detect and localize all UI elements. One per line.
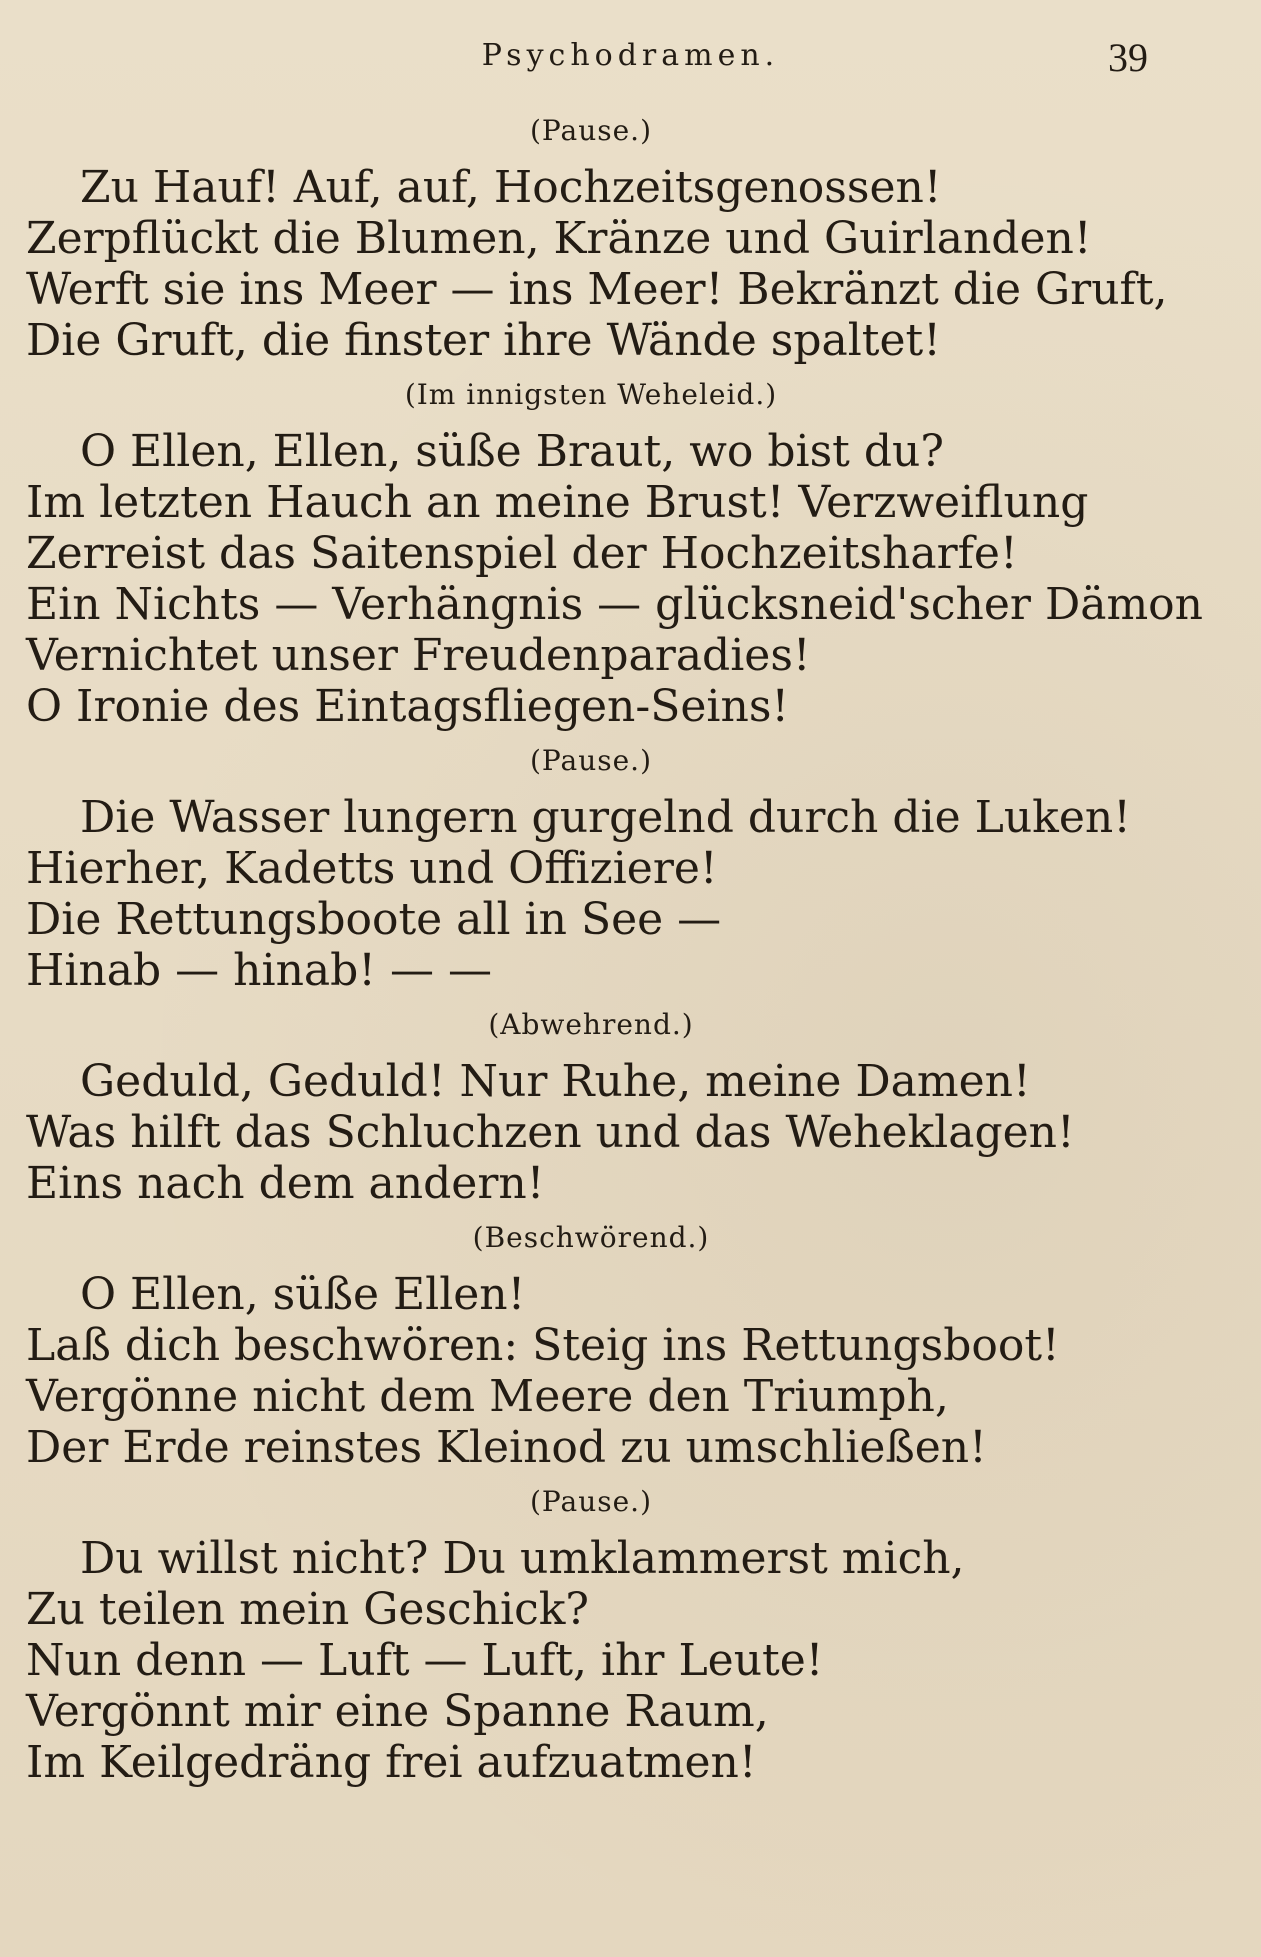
- verse-line: Nun denn — Luft — Luft, ihr Leute!: [26, 1635, 824, 1686]
- page-number: 39: [1108, 35, 1148, 80]
- verse-line: Geduld, Geduld! Nur Ruhe, meine Damen!: [80, 1056, 1031, 1107]
- verse-line: Du willst nicht? Du umklammerst mich,: [80, 1533, 965, 1584]
- stage-direction: (Pause.): [530, 114, 652, 147]
- stage-direction: (Abwehrend.): [488, 1008, 694, 1041]
- verse-line: Der Erde reinstes Kleinod zu umschließen!: [26, 1422, 987, 1473]
- verse-line: Im letzten Hauch an meine Brust! Verzweiflung: [26, 477, 1089, 528]
- verse-line: Hierher, Kadetts und Offiziere!: [26, 843, 718, 894]
- verse-block: [26, 792, 1156, 996]
- stage-direction: (Im innigsten Weheleid.): [404, 378, 778, 411]
- running-head: Psychodramen.: [481, 38, 780, 73]
- verse-block: [26, 1056, 1156, 1209]
- stage-direction: (Pause.): [530, 1485, 652, 1518]
- verse-block: [26, 426, 1203, 732]
- verse-line: Die Rettungsboote all in See —: [26, 894, 722, 945]
- verse-line: Die Wasser lungern gurgelnd durch die Luken!: [80, 792, 1131, 843]
- verse-line: O Ellen, Ellen, süße Braut, wo bist du?: [80, 426, 944, 477]
- text-body: [26, 112, 1203, 1800]
- verse-line: Zerpflückt die Blumen, Kränze und Guirlanden!: [26, 213, 1092, 264]
- stage-direction: (Beschwörend.): [472, 1221, 710, 1254]
- verse-line: Was hilft das Schluchzen und das Weheklagen!: [26, 1107, 1075, 1158]
- stage-direction: (Pause.): [530, 744, 652, 777]
- verse-line: O Ellen, süße Ellen!: [80, 1269, 526, 1320]
- verse-line: Werft sie ins Meer — ins Meer! Bekränzt die Gruft,: [26, 264, 1168, 315]
- verse-block: [26, 162, 1168, 366]
- verse-line: Die Gruft, die finster ihre Wände spaltet!: [26, 315, 941, 366]
- page-header: [0, 35, 1261, 88]
- verse-block: [26, 1533, 1156, 1788]
- verse-line: Ein Nichts — Verhängnis — glücksneid'scher Dämon: [26, 579, 1203, 630]
- verse-line: Zerreist das Saitenspiel der Hochzeitsharfe!: [26, 528, 1018, 579]
- verse-line: Zu teilen mein Geschick?: [26, 1584, 589, 1635]
- verse-line: Eins nach dem andern!: [26, 1158, 545, 1209]
- verse-line: Vergönnt mir eine Spanne Raum,: [26, 1686, 769, 1737]
- verse-block: [26, 1269, 1156, 1473]
- verse-line: Hinab — hinab! — —: [26, 945, 492, 996]
- verse-line: Vernichtet unser Freudenparadies!: [26, 630, 811, 681]
- verse-line: O Ironie des Eintagsfliegen-Seins!: [26, 681, 790, 732]
- verse-line: Laß dich beschwören: Steig ins Rettungsboot!: [26, 1320, 1060, 1371]
- verse-line: Vergönne nicht dem Meere den Triumph,: [26, 1371, 949, 1422]
- verse-line: Im Keilgedräng frei aufzuatmen!: [26, 1737, 757, 1788]
- verse-line: Zu Hauf! Auf, auf, Hochzeitsgenossen!: [80, 162, 942, 213]
